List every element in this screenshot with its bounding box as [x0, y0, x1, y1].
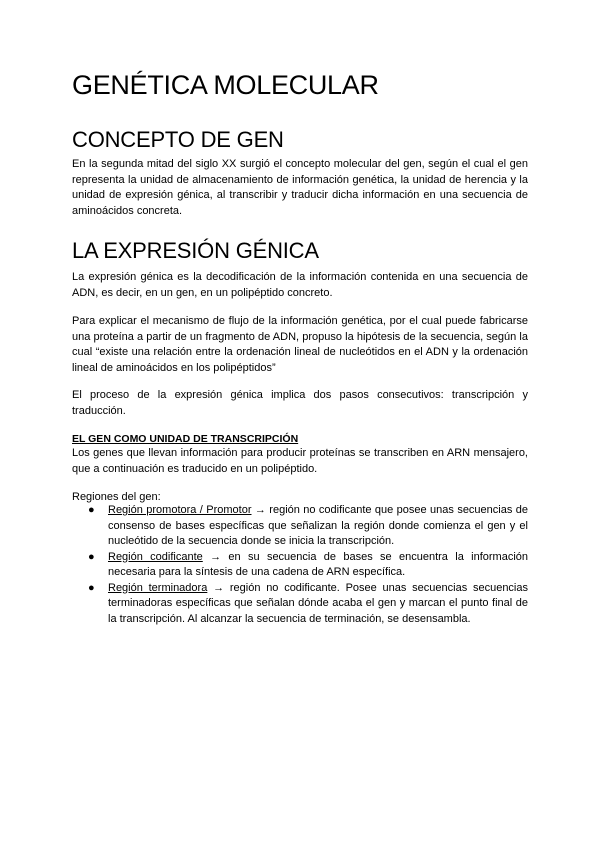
- paragraph-pasos-consecutivos: El proceso de la expresión génica implica dos pasos consecutivos: transcripción y traducción.: [72, 389, 528, 417]
- paragraph-expresion-definicion: La expresión génica es la decodificación de la información contenida en una secuencia de ADN, es decir, en un gen, en un polipéptido concreto.: [72, 271, 528, 299]
- list-item-text: → región no codificante que posee unas secuencias de consenso de bases específicas que señalizan la región donde comienza el gen y el nucleótido de la secuencia donde se inicia la transcripción.: [108, 504, 528, 547]
- document-title: GENÉTICA MOLECULAR: [72, 70, 379, 100]
- list-item: [72, 581, 528, 628]
- list-item-term: Región promotora / Promotor: [108, 504, 252, 516]
- paragraph-concepto-de-gen: En la segunda mitad del siglo XX surgió el concepto molecular del gen, según el cual el gen representa la unidad de almacenamiento de información genética, la unidad de herencia y la unidad de expresión génica, al transcribir y traducir dicha información en una secuencia de aminoácidos concreta.: [72, 158, 528, 217]
- bullet-icon: ●: [88, 581, 95, 594]
- paragraph-hipotesis-secuencia: Para explicar el mecanismo de flujo de la información genética, por el cual puede fabricarse una proteína a partir de un fragmento de ADN, propuso la hipótesis de la secuencia, según la cual “existe una relación entre la ordenación lineal de nucleótidos en el ADN y la ordenación lineal de aminoácidos en los polipéptidos”: [72, 315, 528, 374]
- list-intro: Regiones del gen:: [72, 491, 161, 503]
- list-item-term: Región terminadora: [108, 581, 208, 594]
- list-item-text: → en su secuencia de bases se encuentra la información necesaria para la síntesis de una cadena de ARN específica.: [108, 550, 528, 578]
- list-item: [72, 503, 528, 550]
- gene-regions-list: [72, 503, 528, 627]
- subsection-heading: EL GEN COMO UNIDAD DE TRANSCRIPCIÓN: [72, 433, 299, 445]
- paragraph-transcripcion: Los genes que llevan información para producir proteínas se transcriben en ARN mensajero, que a continuación es traducido en un polipéptido.: [72, 447, 528, 475]
- list-item-text: → región no codificante. Posee unas secuencias secuencias terminadoras específicas que señalan dónde acaba el gen y marcan el punto final de la transcripción. Al alcanzar la secuencia de terminación, se desensambla.: [108, 581, 528, 625]
- bullet-icon: ●: [88, 550, 95, 563]
- list-item-term: Región codificante: [108, 550, 203, 563]
- list-item: [72, 550, 528, 581]
- section-heading-concepto-de-gen: CONCEPTO DE GEN: [72, 127, 284, 152]
- section-heading-expresion-genica: LA EXPRESIÓN GÉNICA: [72, 238, 319, 263]
- bullet-icon: ●: [88, 504, 95, 516]
